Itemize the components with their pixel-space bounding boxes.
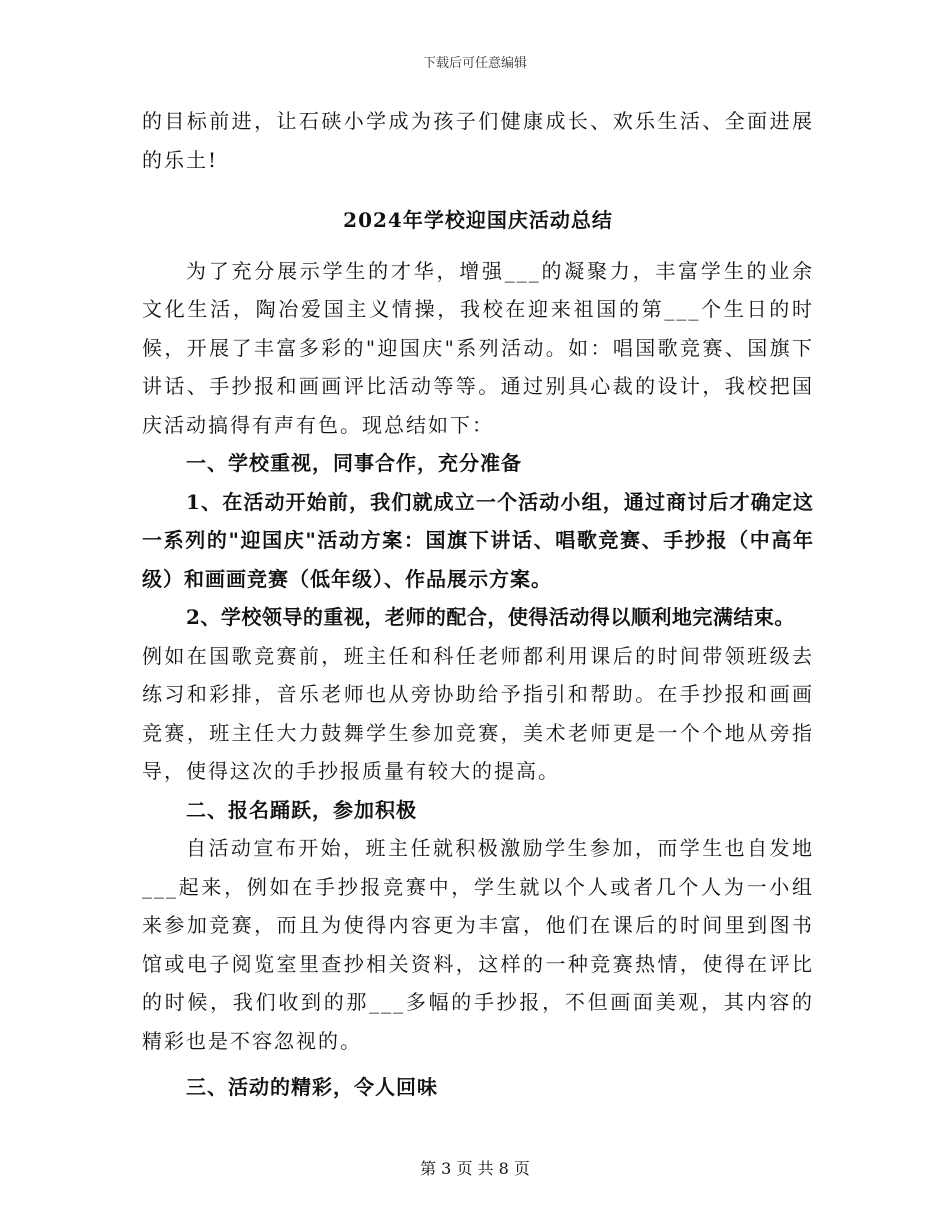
section-heading-2: 二、报名踊跃，参加积极 <box>186 797 417 822</box>
paragraph-item-2: 2、学校领导的重视，老师的配合，使得活动得以顺利地完满结束。 <box>186 605 795 629</box>
section-heading-1: 一、学校重视，同事合作，充分准备 <box>186 451 522 475</box>
header-note: 下载后可任意编辑 <box>422 56 527 71</box>
section-heading-3: 三、活动的精彩，令人回味 <box>186 1075 438 1099</box>
intro-paragraph: 的目标前进，让石硖小学成为孩子们健康成长、欢乐生活、全面进展的乐土! <box>142 109 814 172</box>
paragraph-example: 例如在国歌竞赛前，班主任和科任老师都利用课后的时间带领班级去练习和彩排，音乐老师也从旁协助给予指引和帮助。在手抄报和画画竞赛，班主任大力鼓舞学生参加竞赛，美术老师更是一个个地从旁指导，使得这次的手抄报质量有较大的提高。 <box>142 643 814 783</box>
page-number: 第 3 页 共 8 页 <box>420 1159 530 1178</box>
paragraph-participation: 自活动宣布开始，班主任就积极激励学生参加，而学生也自发地___起来，例如在手抄报竞赛中，学生就以个人或者几个人为一小组来参加竞赛，而且为使得内容更为丰富，他们在课后的时间里到图书馆或电子阅览室里查抄相关资料，这样的一种竞赛热情，使得在评比的时候，我们收到的那___多幅的手抄报，不但画面美观，其内容的精彩也是不容忽视的。 <box>142 836 814 1053</box>
document-body <box>142 102 814 1107</box>
document-title: 2024年学校迎国庆活动总结 <box>343 208 613 232</box>
paragraph-item-1: 1、在活动开始前，我们就成立一个活动小组，通过商讨后才确定这一系列的"迎国庆"活动方案：国旗下讲话、唱歌竞赛、手抄报（中高年级）和画画竞赛（低年级）、作品展示方案。 <box>142 489 814 591</box>
paragraph-intro: 为了充分展示学生的才华，增强___的凝聚力，丰富学生的业余文化生活，陶冶爱国主义情操，我校在迎来祖国的第___个生日的时候，开展了丰富多彩的"迎国庆"系列活动。如：唱国歌竞赛、国旗下讲话、手抄报和画画评比活动等等。通过别具心裁的设计，我校把国庆活动搞得有声有色。现总结如下： <box>142 258 814 437</box>
